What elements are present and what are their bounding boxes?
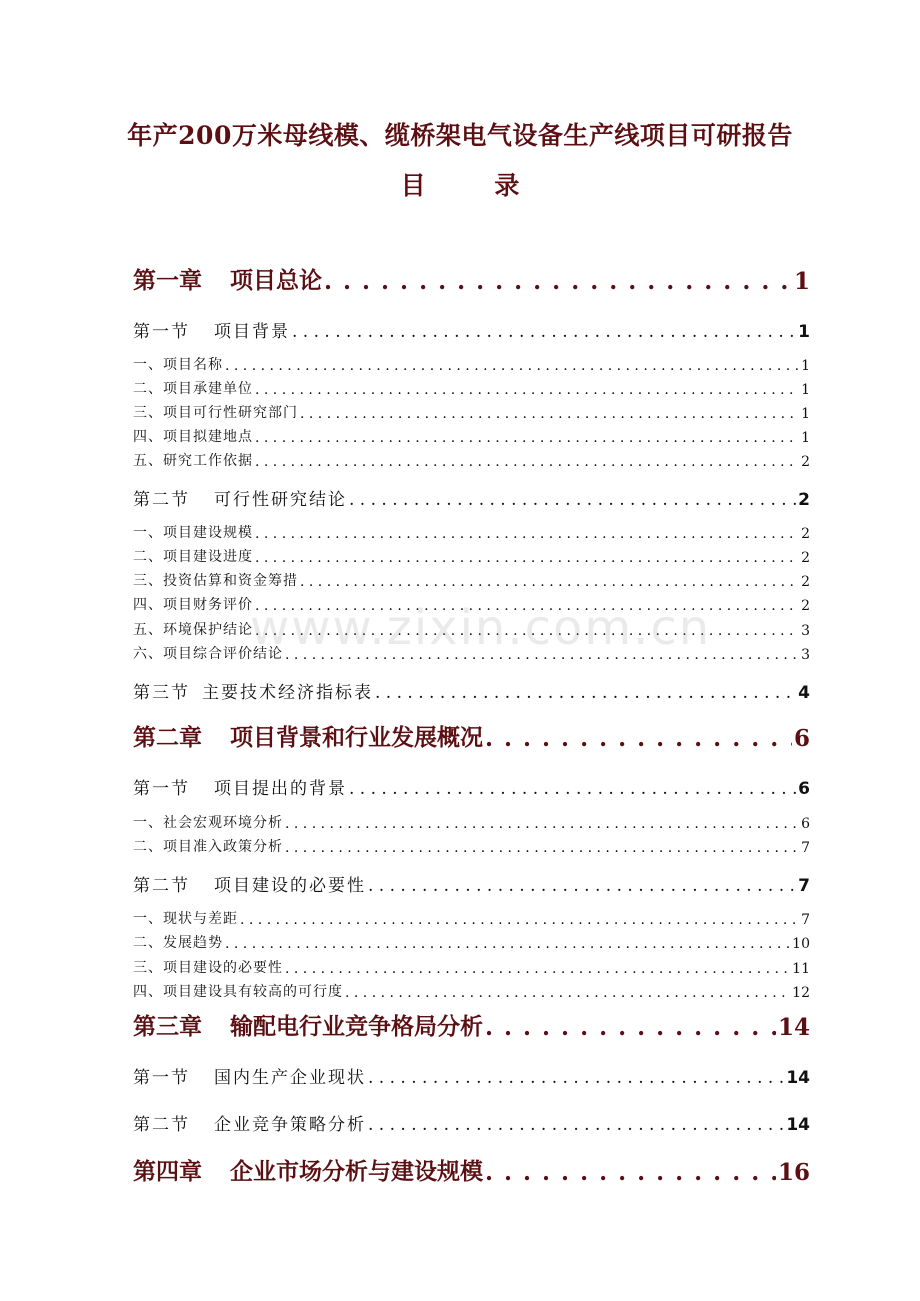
dot-leader bbox=[255, 526, 799, 542]
toc-entry-label bbox=[133, 774, 347, 799]
toc-entry-title: 社会宏观环境分析 bbox=[163, 815, 283, 831]
toc-entry-label bbox=[133, 812, 283, 832]
toc-entry-title: 环境保护结论 bbox=[163, 622, 253, 638]
toc-entry-label bbox=[133, 450, 253, 470]
toc-chapter-row[interactable] bbox=[133, 1156, 810, 1186]
dot-leader bbox=[285, 961, 790, 977]
dot-leader bbox=[368, 1068, 784, 1088]
toc-entry-label bbox=[133, 522, 253, 542]
toc-item-row[interactable] bbox=[133, 812, 810, 832]
toc-entry-number: 五、 bbox=[133, 622, 163, 638]
toc-entry-title: 项目准入政策分析 bbox=[163, 839, 283, 855]
toc-page-number: 1 bbox=[801, 358, 810, 374]
toc-page-number: 12 bbox=[792, 985, 810, 1001]
toc-entry-number: 三、 bbox=[133, 405, 163, 421]
toc-entry-number: 一、 bbox=[133, 357, 163, 373]
toc-entry-number: 三、 bbox=[133, 573, 163, 589]
toc-page-number: 6 bbox=[798, 779, 810, 799]
toc-entry-title: 项目建设具有较高的可行度 bbox=[163, 984, 343, 1000]
toc-item-row[interactable] bbox=[133, 643, 810, 663]
toc-entry-title: 发展趋势 bbox=[163, 935, 223, 951]
toc-page-number: 7 bbox=[801, 840, 810, 856]
toc-page-number: 11 bbox=[792, 961, 810, 977]
toc-entry-title: 投资估算和资金筹措 bbox=[163, 573, 298, 589]
toc-entry-label bbox=[133, 932, 223, 952]
toc-entry-number: 四、 bbox=[133, 429, 163, 445]
dot-leader bbox=[349, 490, 796, 510]
toc-entry-label bbox=[133, 1110, 366, 1135]
toc-item-row[interactable] bbox=[133, 932, 810, 952]
dot-leader bbox=[255, 454, 799, 470]
watermark: www.zixin.com.cn bbox=[250, 600, 712, 656]
dot-leader bbox=[285, 840, 799, 856]
dot-leader bbox=[485, 1014, 776, 1041]
toc-entry-label bbox=[133, 378, 253, 398]
toc-item-row[interactable] bbox=[133, 570, 810, 590]
toc-entry-title: 企业市场分析与建设规模 bbox=[230, 1158, 483, 1185]
toc-page-number: 7 bbox=[801, 912, 810, 928]
dot-leader bbox=[345, 985, 790, 1001]
toc-entry-title: 项目名称 bbox=[163, 357, 223, 373]
toc-item-row[interactable] bbox=[133, 402, 810, 422]
toc-entry-label bbox=[133, 1153, 483, 1186]
toc-item-row[interactable] bbox=[133, 836, 810, 856]
toc-entry-label bbox=[133, 317, 290, 342]
toc-entry-title: 项目建设的必要性 bbox=[214, 876, 366, 896]
toc-entry-title: 研究工作依据 bbox=[163, 453, 253, 469]
dot-leader bbox=[285, 647, 799, 663]
dot-leader bbox=[300, 574, 799, 590]
toc-entry-number: 一、 bbox=[133, 911, 163, 927]
toc-page-number: 1 bbox=[801, 406, 810, 422]
toc-section-row[interactable] bbox=[133, 1064, 810, 1088]
toc-entry-title: 项目建设规模 bbox=[163, 525, 253, 541]
toc-item-row[interactable] bbox=[133, 908, 810, 928]
toc-entry-number: 第二节 bbox=[133, 1115, 190, 1135]
toc-section-row[interactable] bbox=[133, 679, 810, 703]
toc-page-number: 2 bbox=[801, 574, 810, 590]
toc-chapter-row[interactable] bbox=[133, 722, 810, 752]
toc-entry-label bbox=[133, 1063, 366, 1088]
toc-entry-number: 第四章 bbox=[133, 1158, 202, 1185]
toc-entry-title: 项目提出的背景 bbox=[214, 779, 347, 799]
toc-page-number: 2 bbox=[798, 490, 810, 510]
toc-entry-number: 二、 bbox=[133, 381, 163, 397]
toc-page-number: 14 bbox=[786, 1115, 810, 1135]
toc-entry-number: 第二章 bbox=[133, 724, 202, 751]
toc-entry-label bbox=[133, 262, 322, 295]
toc-page-number: 14 bbox=[777, 1014, 810, 1041]
dot-leader bbox=[300, 406, 799, 422]
dot-leader bbox=[255, 598, 799, 614]
dot-leader bbox=[255, 550, 799, 566]
toc-entry-title: 输配电行业竞争格局分析 bbox=[230, 1013, 483, 1040]
toc-entry-label bbox=[133, 957, 283, 977]
toc-page-number: 16 bbox=[777, 1159, 810, 1186]
toc-entry-label bbox=[133, 619, 253, 639]
document-title: 年产200万米母线模、缆桥架电气设备生产线项目可研报告 bbox=[127, 121, 793, 150]
toc-entry-label bbox=[133, 678, 373, 703]
toc-entry-label bbox=[133, 871, 366, 896]
toc-section-row[interactable] bbox=[133, 486, 810, 510]
toc-entry-label bbox=[133, 354, 223, 374]
toc-entry-number: 第二节 bbox=[133, 490, 190, 510]
toc-item-row[interactable] bbox=[133, 594, 810, 614]
dot-leader bbox=[225, 358, 799, 374]
dot-leader bbox=[240, 912, 799, 928]
dot-leader bbox=[368, 1115, 784, 1135]
toc-chapter-row[interactable] bbox=[133, 265, 810, 295]
toc-entry-number: 一、 bbox=[133, 815, 163, 831]
toc-section-row[interactable] bbox=[133, 1111, 810, 1135]
dot-leader bbox=[375, 683, 796, 703]
toc-entry-number: 四、 bbox=[133, 597, 163, 613]
toc-entry-label bbox=[133, 981, 343, 1001]
toc-entry-title: 项目建设的必要性 bbox=[163, 960, 283, 976]
toc-entry-title: 项目总论 bbox=[230, 267, 322, 294]
toc-page-number: 10 bbox=[792, 936, 810, 952]
toc-page-number: 2 bbox=[801, 550, 810, 566]
dot-leader bbox=[255, 430, 799, 446]
dot-leader bbox=[255, 382, 799, 398]
toc-page-number: 1 bbox=[801, 382, 810, 398]
toc-entry-title: 项目综合评价结论 bbox=[163, 646, 283, 662]
toc-entry-title: 项目背景 bbox=[214, 322, 290, 342]
toc-entry-label bbox=[133, 546, 253, 566]
toc-entry-number: 六、 bbox=[133, 646, 163, 662]
dot-leader bbox=[225, 936, 790, 952]
toc-entry-number: 三、 bbox=[133, 960, 163, 976]
toc-item-row[interactable] bbox=[133, 522, 810, 542]
toc-page-number: 6 bbox=[801, 816, 810, 832]
toc-entry-label bbox=[133, 485, 347, 510]
toc-section-row[interactable] bbox=[133, 318, 810, 342]
toc-entry-number: 二、 bbox=[133, 549, 163, 565]
toc-entry-number: 第三章 bbox=[133, 1013, 202, 1040]
toc-page-number: 2 bbox=[801, 454, 810, 470]
toc-entry-number: 第一节 bbox=[133, 779, 190, 799]
toc-section-row[interactable] bbox=[133, 775, 810, 799]
toc-page-number: 1 bbox=[798, 322, 810, 342]
toc-page-number: 1 bbox=[801, 430, 810, 446]
dot-leader bbox=[485, 725, 792, 752]
toc-page-number: 14 bbox=[786, 1068, 810, 1088]
toc-page-number: 2 bbox=[801, 598, 810, 614]
toc-entry-number: 一、 bbox=[133, 525, 163, 541]
toc-entry-title: 项目拟建地点 bbox=[163, 429, 253, 445]
toc-entry-number: 第一章 bbox=[133, 267, 202, 294]
toc-heading: 目 录 bbox=[400, 171, 550, 200]
toc-entry-label bbox=[133, 1008, 483, 1041]
toc-entry-title: 企业竞争策略分析 bbox=[214, 1115, 366, 1135]
toc-entry-number: 二、 bbox=[133, 839, 163, 855]
toc-page-number: 1 bbox=[793, 268, 810, 295]
toc-page-number: 3 bbox=[801, 647, 810, 663]
toc-chapter-row[interactable] bbox=[133, 1011, 810, 1041]
toc-page-number: 6 bbox=[793, 725, 810, 752]
toc-entry-label bbox=[133, 570, 298, 590]
toc-page-number: 4 bbox=[798, 683, 810, 703]
toc-entry-title: 国内生产企业现状 bbox=[214, 1068, 366, 1088]
toc-entry-number: 第三节 bbox=[133, 683, 190, 703]
toc-item-row[interactable] bbox=[133, 619, 810, 639]
toc-item-row[interactable] bbox=[133, 546, 810, 566]
toc-entry-title: 项目财务评价 bbox=[163, 597, 253, 613]
dot-leader bbox=[285, 816, 799, 832]
toc-entry-label bbox=[133, 719, 483, 752]
toc-entry-label bbox=[133, 426, 253, 446]
toc-entry-title: 现状与差距 bbox=[163, 911, 238, 927]
toc-entry-title: 项目背景和行业发展概况 bbox=[230, 724, 483, 751]
toc-entry-number: 四、 bbox=[133, 984, 163, 1000]
toc-item-row[interactable] bbox=[133, 957, 810, 977]
dot-leader bbox=[324, 268, 792, 295]
dot-leader bbox=[292, 322, 796, 342]
dot-leader bbox=[368, 876, 796, 896]
toc-entry-label bbox=[133, 908, 238, 928]
toc-entry-label bbox=[133, 594, 253, 614]
dot-leader bbox=[255, 623, 799, 639]
toc-entry-title: 项目承建单位 bbox=[163, 381, 253, 397]
toc-entry-number: 二、 bbox=[133, 935, 163, 951]
toc-entry-title: 项目可行性研究部门 bbox=[163, 405, 298, 421]
toc-entry-title: 主要技术经济指标表 bbox=[202, 683, 373, 703]
toc-page-number: 3 bbox=[801, 623, 810, 639]
toc-section-row[interactable] bbox=[133, 872, 810, 896]
toc-entry-label bbox=[133, 643, 283, 663]
toc-entry-number: 第一节 bbox=[133, 322, 190, 342]
toc-item-row[interactable] bbox=[133, 450, 810, 470]
toc-entry-number: 五、 bbox=[133, 453, 163, 469]
dot-leader bbox=[349, 779, 796, 799]
toc-page-number: 7 bbox=[798, 876, 810, 896]
toc-entry-number: 第二节 bbox=[133, 876, 190, 896]
toc-item-row[interactable] bbox=[133, 426, 810, 446]
toc-entry-label bbox=[133, 836, 283, 856]
toc-item-row[interactable] bbox=[133, 981, 810, 1001]
dot-leader bbox=[485, 1159, 776, 1186]
toc-page-number: 2 bbox=[801, 526, 810, 542]
toc-entry-label bbox=[133, 402, 298, 422]
toc-item-row[interactable] bbox=[133, 378, 810, 398]
toc-entry-number: 第一节 bbox=[133, 1068, 190, 1088]
toc-entry-title: 可行性研究结论 bbox=[214, 490, 347, 510]
toc-entry-title: 项目建设进度 bbox=[163, 549, 253, 565]
toc-item-row[interactable] bbox=[133, 354, 810, 374]
